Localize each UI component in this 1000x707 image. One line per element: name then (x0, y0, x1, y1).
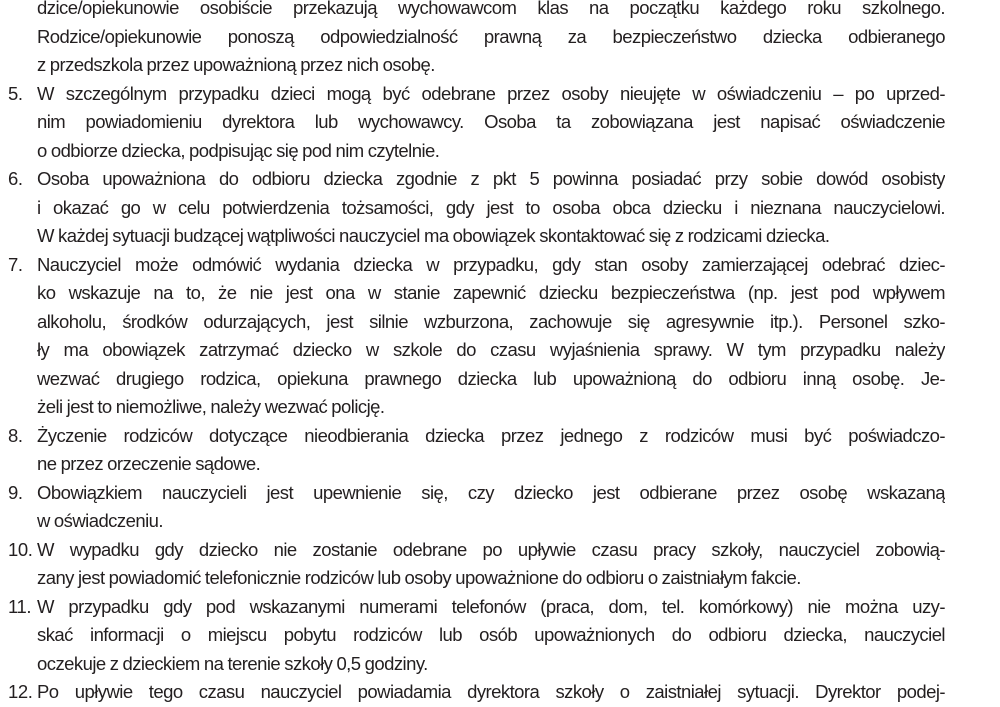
text-line: W szczególnym przypadku dzieci mogą być odebrane przez osoby nieujęte w oświadczeniu – po uprzed- (37, 82, 945, 104)
list-item-number: 11. (8, 595, 32, 617)
list-item-number: 6. (8, 168, 23, 189)
list-item-number: 7. (8, 253, 23, 275)
text-line: wezwać drugiego rodzica, opiekuna prawnego dziecka lub upoważnioną do odbioru inną osobę. Je- (37, 367, 945, 389)
list-item (0, 80, 1000, 166)
text-line: ko wskazuje na to, że nie jest ona w stanie zapewnić dziecku bezpieczeństwa (np. jest pod wpływem (37, 282, 945, 303)
list-item (0, 678, 1000, 707)
text-line: Po upływie tego czasu nauczyciel powiadamia dyrektora szkoły o zaistniałej sytuacji. Dyrektor podej- (37, 681, 945, 702)
list-item (0, 536, 1000, 593)
text-line: nim powiadomieniu dyrektora lub wychowawcy. Osoba ta zobowiązana jest napisać oświadczenie (37, 111, 945, 132)
text-line: ły ma obowiązek zatrzymać dziecko w szkole do czasu wyjaśnienia sprawy. W tym przypadku należy (37, 339, 945, 360)
text-line: ne przez orzeczenie sądowe. (37, 453, 261, 474)
text-line: alkoholu, środków odurzających, jest silnie wzburzona, zachowuje się agresywnie itp.). Personel szko- (37, 310, 945, 332)
text-line: Nauczyciel może odmówić wydania dziecka w przypadku, gdy stan osoby zamierzającej odebrać dziec- (37, 253, 945, 275)
text-line: Obowiązkiem nauczycieli jest upewnienie się, czy dziecko jest odbierane przez osobę wskazaną (37, 481, 945, 503)
list-item (0, 422, 1000, 479)
text-line: i okazać go w celu potwierdzenia tożsamości, gdy jest to osoba obca dziecku i nieznana nauczycielowi. (37, 196, 945, 218)
text-line: Rodzice/opiekunowie ponoszą odpowiedzialność prawną za bezpieczeństwo dziecka odbieranego (37, 25, 945, 47)
text-line: dzice/opiekunowie osobiście przekazują wychowawcom klas na początku każdego roku szkolnego. (37, 0, 945, 18)
list-item-number: 8. (8, 424, 23, 446)
list-item-number: 10. (8, 538, 33, 560)
text-line: z przedszkola przez upoważnioną przez nich osobę. (37, 54, 435, 75)
text-line: o odbiorze dziecka, podpisując się pod nim czytelnie. (37, 139, 440, 161)
text-line: żeli jest to niemożliwe, należy wezwać policję. (37, 396, 385, 417)
text-line: skać informacji o miejscu pobytu rodziców lub osób upoważnionych do odbioru dziecka, nauczyciel (37, 624, 945, 645)
text-line: W wypadku gdy dziecko nie zostanie odebrane po upływie czasu pracy szkoły, nauczyciel zobowią- (37, 538, 945, 560)
list-item (0, 165, 1000, 251)
list-item-number: 12. (8, 681, 33, 702)
text-line: Życzenie rodziców dotyczące nieodbierania dziecka przez jednego z rodziców musi być poświadczo- (37, 424, 945, 446)
list-item-number: 5. (8, 82, 23, 104)
list-item (0, 479, 1000, 536)
list-item-number: 9. (8, 481, 23, 503)
text-line: W każdej sytuacji budzącej wątpliwości nauczyciel ma obowiązek skontaktować się z rodzicami dziecka. (37, 225, 830, 246)
text-line: zany jest powiadomić telefonicznie rodziców lub osoby upoważnione do odbioru o zaistniałym fakcie. (37, 567, 801, 588)
text-line: Osoba upoważniona do odbioru dziecka zgodnie z pkt 5 powinna posiadać przy sobie dowód osobisty (37, 168, 945, 189)
text-line: W przypadku gdy pod wskazanymi numerami telefonów (praca, dom, tel. komórkowy) nie można uzy- (37, 595, 945, 617)
list-item (0, 593, 1000, 679)
text-line: oczekuje z dzieckiem na terenie szkoły 0,5 godziny. (37, 652, 428, 674)
text-line: w oświadczeniu. (37, 510, 163, 531)
list-item (0, 251, 1000, 422)
list-item (0, 0, 1000, 80)
